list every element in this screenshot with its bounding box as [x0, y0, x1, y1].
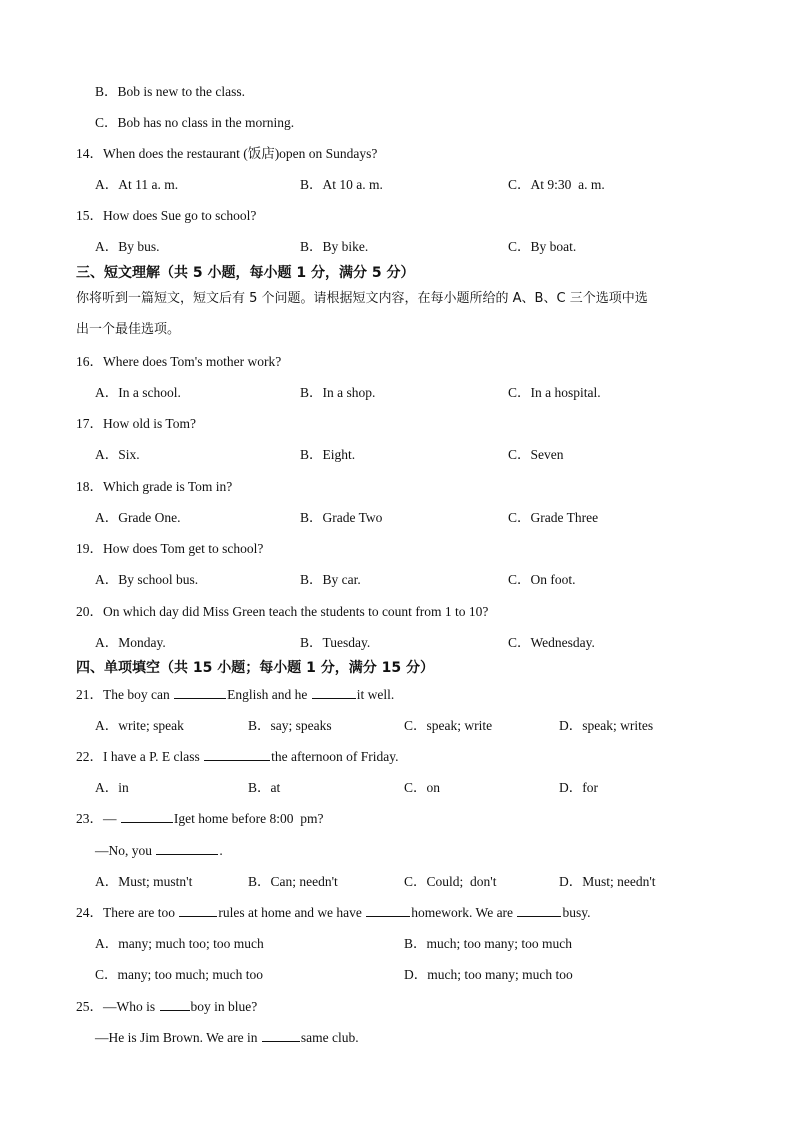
q20-option-a[interactable]: A．Monday.	[95, 635, 166, 650]
section-4-heading: 四、单项填空（共 15 小题；每小题 1 分，满分 15 分）	[76, 660, 434, 676]
q24-blank-1	[179, 904, 217, 917]
q21-option-b[interactable]: B．say; speaks	[248, 718, 332, 733]
q21-option-d[interactable]: D．speak; writes	[559, 718, 654, 733]
q14-option-c[interactable]: C．At 9:30 a. m.	[508, 177, 605, 192]
q24-blank-3	[517, 904, 561, 917]
q21-text-1: 21．The boy can	[76, 687, 174, 702]
q25-text-1: 25．—Who is	[76, 999, 159, 1014]
q20-option-c[interactable]: C．Wednesday.	[508, 635, 595, 650]
q23-line2-text-2: .	[219, 843, 223, 858]
question-15: 15．How does Sue go to school?	[76, 208, 257, 223]
q13-option-c[interactable]: C．Bob has no class in the morning.	[95, 115, 295, 130]
question-20: 20．On which day did Miss Green teach the students to count from 1 to 10?	[76, 604, 489, 619]
q16-option-a[interactable]: A．In a school.	[95, 385, 181, 400]
q22-option-b[interactable]: B．at	[248, 780, 281, 795]
q13-option-b[interactable]: B．Bob is new to the class.	[95, 84, 245, 99]
q22-text-2: the afternoon of Friday.	[271, 749, 399, 764]
q18-option-b[interactable]: B．Grade Two	[300, 510, 383, 525]
q25-line2-text-1: —He is Jim Brown. We are in	[95, 1030, 261, 1045]
q16-option-c[interactable]: C．In a hospital.	[508, 385, 601, 400]
question-24	[76, 904, 590, 922]
question-23	[76, 810, 323, 828]
q24-option-b[interactable]: B．much; too many; too much	[404, 936, 572, 951]
q23-option-a[interactable]: A．Must; mustn't	[95, 874, 193, 889]
q19-option-c[interactable]: C．On foot.	[508, 572, 576, 587]
question-22	[76, 748, 398, 766]
q25-line2-text-2: same club.	[300, 1030, 359, 1045]
q18-option-a[interactable]: A．Grade One.	[95, 510, 181, 525]
q19-option-a[interactable]: A．By school bus.	[95, 572, 199, 587]
q25-blank-2	[262, 1029, 300, 1042]
q24-text-2: rules at home and we have	[218, 905, 366, 920]
q25-blank-1	[160, 998, 190, 1011]
q24-text-3: homework. We are	[411, 905, 517, 920]
q23-line2-text-1: —No, you	[95, 843, 156, 858]
q15-option-b[interactable]: B．By bike.	[300, 239, 369, 254]
q17-option-b[interactable]: B．Eight.	[300, 447, 356, 462]
q21-blank-2	[312, 686, 356, 699]
q21-blank-1	[174, 686, 226, 699]
q14-option-b[interactable]: B．At 10 a. m.	[300, 177, 383, 192]
q23-text-2: Iget home before 8:00 pm?	[173, 811, 324, 826]
q17-option-a[interactable]: A．Six.	[95, 447, 140, 462]
q25-response-line	[95, 1029, 359, 1047]
q20-option-b[interactable]: B．Tuesday.	[300, 635, 371, 650]
q15-option-a[interactable]: A．By bus.	[95, 239, 160, 254]
q24-option-a[interactable]: A．many; much too; too much	[95, 936, 264, 951]
q21-option-a[interactable]: A．write; speak	[95, 718, 184, 733]
q23-response-line	[95, 842, 223, 860]
q19-option-b[interactable]: B．By car.	[300, 572, 361, 587]
q21-option-c[interactable]: C．speak; write	[404, 718, 493, 733]
section-3-instructions-line1: 你将听到一篇短文，短文后有 5 个问题。请根据短文内容，在每小题所给的 A、B、C 三个选项中选	[76, 291, 648, 306]
question-18: 18．Which grade is Tom in?	[76, 479, 233, 494]
q16-option-b[interactable]: B．In a shop.	[300, 385, 376, 400]
q22-blank	[204, 748, 270, 761]
section-3-heading: 三、短文理解（共 5 小题，每小题 1 分，满分 5 分）	[76, 265, 415, 281]
q23-blank-1	[121, 810, 173, 823]
question-16: 16．Where does Tom's mother work?	[76, 354, 282, 369]
question-19: 19．How does Tom get to school?	[76, 541, 264, 556]
q24-text-4: busy.	[562, 905, 591, 920]
q24-text-1: 24．There are too	[76, 905, 179, 920]
q23-option-d[interactable]: D．Must; needn't	[559, 874, 656, 889]
q22-option-d[interactable]: D．for	[559, 780, 598, 795]
q23-blank-2	[156, 842, 218, 855]
q15-option-c[interactable]: C．By boat.	[508, 239, 577, 254]
q24-blank-2	[366, 904, 410, 917]
question-14: 14．When does the restaurant (饭店)open on Sundays?	[76, 146, 378, 161]
q23-option-c[interactable]: C．Could; don't	[404, 874, 497, 889]
question-21	[76, 686, 394, 704]
q24-option-d[interactable]: D．much; too many; much too	[404, 967, 573, 982]
q21-text-2: English and he	[227, 687, 311, 702]
q22-text-1: 22．I have a P. E class	[76, 749, 204, 764]
q17-option-c[interactable]: C．Seven	[508, 447, 564, 462]
q22-option-c[interactable]: C．on	[404, 780, 441, 795]
q25-text-2: boy in blue?	[190, 999, 258, 1014]
question-17: 17．How old is Tom?	[76, 416, 196, 431]
section-3-instructions-line2: 出一个最佳选项。	[76, 322, 181, 337]
q22-option-a[interactable]: A．in	[95, 780, 129, 795]
q18-option-c[interactable]: C．Grade Three	[508, 510, 599, 525]
q24-option-c[interactable]: C．many; too much; much too	[95, 967, 263, 982]
question-25	[76, 998, 257, 1016]
q23-option-b[interactable]: B．Can; needn't	[248, 874, 338, 889]
q14-option-a[interactable]: A．At 11 a. m.	[95, 177, 179, 192]
q21-text-3: it well.	[356, 687, 395, 702]
q23-text-1: 23．—	[76, 811, 120, 826]
